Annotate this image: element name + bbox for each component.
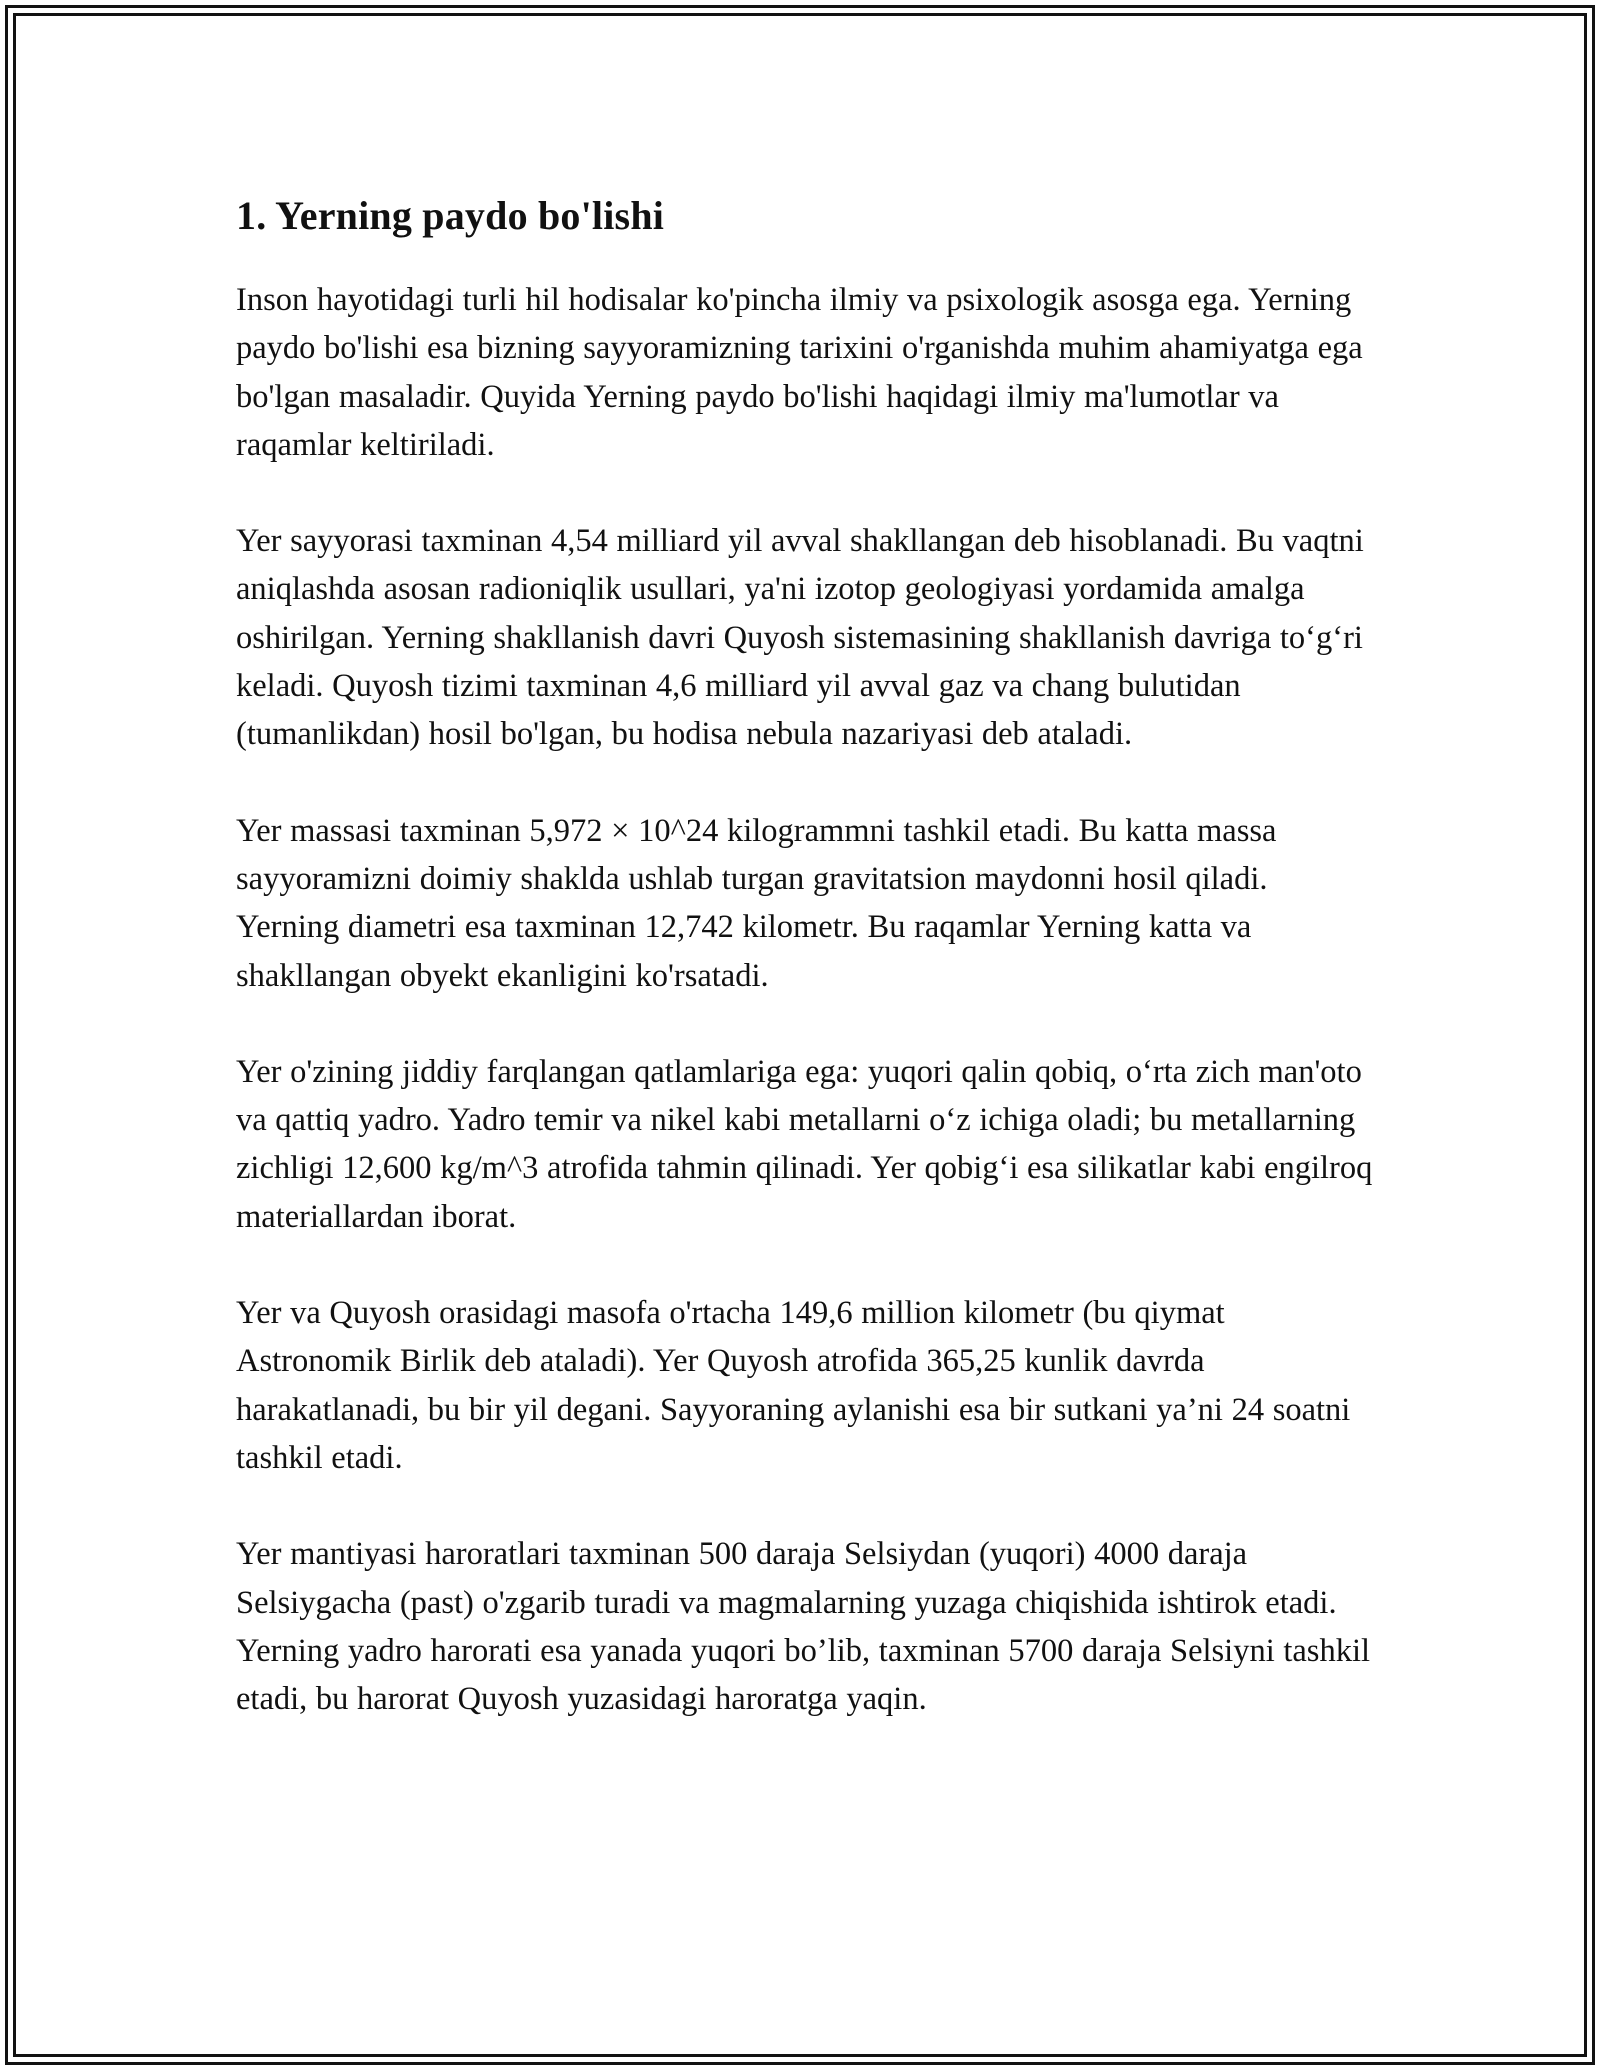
paragraph-intro: Inson hayotidagi turli hil hodisalar ko'pincha ilmiy va psixologik asosga ega. Yerning paydo bo'lishi esa bizning sayyoramizning tarixini o'rganishda muhim ahamiyatga ega bo'lgan masaladir. Quyida Yerning paydo bo'lishi haqidagi ilmiy ma'lumotlar va raqamlar keltiriladi. bbox=[236, 282, 1363, 463]
paragraph-orbit: Yer va Quyosh orasidagi masofa o'rtacha 149,6 million kilometr (bu qiymat Astronomik Birlik deb ataladi). Yer Quyosh atrofida 365,25 kunlik davrda harakatlanadi, bu bir yil degani. Sayyoraning aylanishi esa bir sutkani ya’ni 24 soatni tashkil etadi. bbox=[236, 1295, 1351, 1476]
paragraph-layers: Yer o'zining jiddiy farqlangan qatlamlariga ega: yuqori qalin qobiq, o‘rta zich man'oto va qattiq yadro. Yadro temir va nikel kabi metallarni o‘z ichiga oladi; bu metallarning zichligi 12,600 kg/m^3 atrofida tahmin qilinadi. Yer qobig‘i esa silikatlar kabi engilroq materiallardan iborat. bbox=[236, 1053, 1373, 1235]
paragraph-mass: Yer massasi taxminan 5,972 × 10^24 kilogrammni tashkil etadi. Bu katta massa sayyoramizni doimiy shaklda ushlab turgan gravitatsion maydonni hosil qiladi. Yerning diametri esa taxminan 12,742 kilometr. Bu raqamlar Yerning katta va shakllangan obyekt ekanligini ko'rsatadi. bbox=[236, 812, 1277, 994]
paragraph-age: Yer sayyorasi taxminan 4,54 milliard yil avval shakllangan deb hisoblanadi. Bu vaqtni aniqlashda asosan radioniqlik usullari, ya'ni izotop geologiyasi yordamida amalga oshirilgan. Yerning shakllanish davri Quyosh sistemasining shakllanish davriga to‘g‘ri keladi. Quyosh tizimi taxminan 4,6 milliard yil avval gaz va chang bulutidan (tumanlikdan) hosil bo'lgan, bu hodisa nebula nazariyasi deb ataladi. bbox=[236, 523, 1364, 753]
section-heading: 1. Yerning paydo bo'lishi bbox=[236, 193, 665, 238]
paragraph-temperature: Yer mantiyasi haroratlari taxminan 500 daraja Selsiydan (yuqori) 4000 daraja Selsiygacha (past) o'zgarib turadi va magmalarning yuzaga chiqishida ishtirok etadi. Yerning yadro harorati esa yanada yuqori bo’lib, taxminan 5700 daraja Selsiyni tashkil etadi, bu harorat Quyosh yuzasidagi haroratga yaqin. bbox=[236, 1536, 1371, 1718]
document-body bbox=[236, 184, 1376, 1771]
